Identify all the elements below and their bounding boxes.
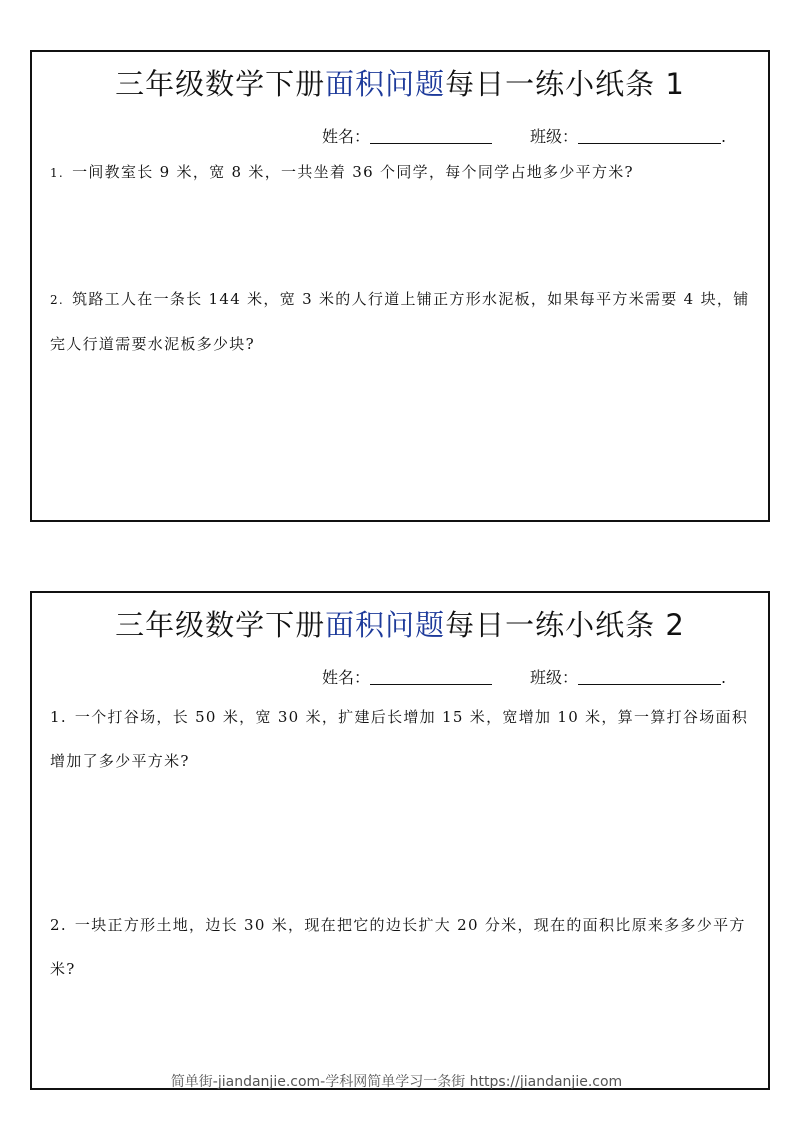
question-number: 1. [50, 708, 67, 726]
question-2 [50, 277, 752, 366]
question-text: 一个打谷场，长 50 米，宽 30 米，扩建后长增加 15 米，宽增加 10 米，算一算打谷场面积增加了多少平方米? [50, 708, 749, 770]
class-label: 班级： [530, 668, 579, 687]
title-prefix: 三年级数学下册 [115, 608, 326, 642]
title-suffix: 每日一练小纸条 2 [445, 608, 685, 642]
class-blank[interactable] [578, 129, 721, 144]
student-fields [322, 124, 726, 147]
question-1 [50, 150, 752, 195]
question-text: 一间教室长 9 米，宽 8 米，一共坐着 36 个同学，每个同学占地多少平方米? [72, 163, 634, 181]
worksheet-card-1 [30, 50, 770, 522]
footer-watermark: 简单街-jiandanjie.com-学科网简单学习一条街 https://jiandanjie.com [170, 1074, 623, 1090]
card-title [32, 62, 768, 103]
name-label: 姓名： [322, 668, 371, 687]
class-blank[interactable] [578, 670, 721, 685]
question-text: 一块正方形土地，边长 30 米，现在把它的边长扩大 20 分米，现在的面积比原来多多少平方米? [50, 916, 746, 978]
name-blank[interactable] [370, 670, 492, 685]
question-1 [50, 695, 752, 783]
title-highlight: 面积问题 [325, 608, 446, 642]
class-label: 班级： [530, 127, 579, 146]
question-number: 1. [50, 166, 65, 180]
student-fields [322, 665, 726, 688]
name-blank[interactable] [370, 129, 492, 144]
question-number: 2. [50, 293, 65, 307]
worksheet-card-2 [30, 591, 770, 1090]
question-2 [50, 903, 752, 991]
title-highlight: 面积问题 [325, 67, 446, 101]
card-title [32, 603, 768, 644]
title-prefix: 三年级数学下册 [115, 67, 326, 101]
question-number: 2. [50, 916, 67, 934]
name-label: 姓名： [322, 127, 371, 146]
question-text: 筑路工人在一条长 144 米，宽 3 米的人行道上铺正方形水泥板，如果每平方米需要 4 块，铺完人行道需要水泥板多少块? [50, 290, 750, 353]
field-end-dot: . [721, 668, 727, 687]
title-suffix: 每日一练小纸条 1 [445, 67, 685, 101]
field-end-dot: . [721, 127, 727, 146]
